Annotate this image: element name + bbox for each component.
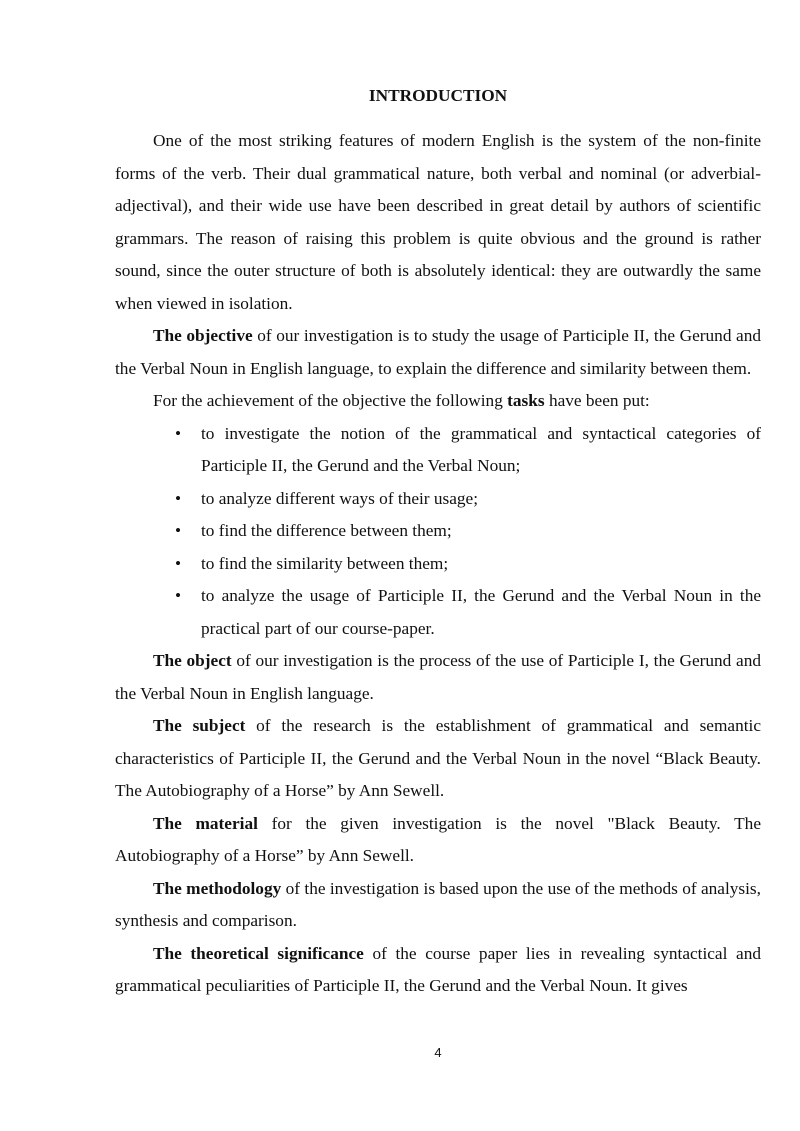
document-body <box>115 125 761 1003</box>
tasks-intro-text-a: For the achievement of the objective the following <box>153 391 508 410</box>
task-text: to analyze the usage of Participle II, the Gerund and the Verbal Noun in the practical part of our course-paper. <box>201 586 761 638</box>
section-title: INTRODUCTION <box>368 86 508 105</box>
list-item <box>175 418 761 483</box>
paragraph-object <box>115 645 761 710</box>
subject-text: of the research is the establishment of grammatical and semantic characteristics of Participle II, the Gerund and the Verbal Noun in the novel “Black Beauty. The Autobiography of a Horse” by Ann Sewell. <box>115 716 761 800</box>
bullet-icon: • <box>175 586 182 605</box>
term-tasks: tasks <box>507 391 545 410</box>
tasks-list <box>115 418 761 646</box>
bullet-icon: • <box>175 521 182 540</box>
term-object: The object <box>153 651 232 670</box>
paragraph-theoretical-significance <box>115 938 761 1003</box>
list-item <box>175 515 761 548</box>
methodology-text: of the investigation is based upon the use of the methods of analysis, synthesis and comparison. <box>115 878 761 930</box>
bullet-icon: • <box>175 423 182 443</box>
term-subject: The subject <box>153 716 246 735</box>
term-theoretical-significance: The theoretical significance <box>153 943 364 963</box>
paragraph-tasks-intro <box>115 385 761 418</box>
list-item <box>175 548 761 581</box>
paragraph-intro: One of the most striking features of modern English is the system of the non-finite forms of the verb. Their dual grammatical nature, both verbal and nominal (or adverbial-adjectival), and their wide use have been described in great detail by authors of scientific grammars. The reason of raising this problem is quite obvious and the ground is rather sound, since the outer structure of both is absolutely identical: they are outwardly the same when viewed in isolation. <box>115 131 761 313</box>
tasks-intro-text-b: have been put: <box>544 391 650 410</box>
task-text: to analyze different ways of their usage; <box>201 488 479 508</box>
paragraph-material <box>115 808 761 873</box>
bullet-icon: • <box>175 488 182 508</box>
task-text: to investigate the notion of the grammatical and syntactical categories of Participle II, the Gerund and the Verbal Noun; <box>201 423 761 475</box>
list-item <box>175 483 761 516</box>
paragraph-subject <box>115 710 761 808</box>
task-text: to find the difference between them; <box>201 521 452 540</box>
term-material: The material <box>153 813 258 833</box>
page-number: 4 <box>434 1045 442 1060</box>
theoretical-significance-text: of the course paper lies in revealing syntactical and grammatical peculiarities of Participle II, the Gerund and the Verbal Noun. It gives <box>115 943 761 995</box>
bullet-icon: • <box>175 553 182 573</box>
term-methodology: The methodology <box>153 878 282 898</box>
term-objective: The objective <box>153 326 253 345</box>
list-item <box>175 580 761 645</box>
material-text: for the given investigation is the novel "Black Beauty. The Autobiography of a Horse” by Ann Sewell. <box>115 813 761 865</box>
task-text: to find the similarity between them; <box>201 553 449 573</box>
paragraph-methodology <box>115 873 761 938</box>
objective-text: of our investigation is to study the usage of Participle II, the Gerund and the Verbal Noun in English language, to explain the difference and similarity between them. <box>115 326 762 378</box>
paragraph-objective <box>115 320 761 385</box>
object-text: of our investigation is the process of the use of Participle I, the Gerund and the Verbal Noun in English language. <box>115 651 762 703</box>
